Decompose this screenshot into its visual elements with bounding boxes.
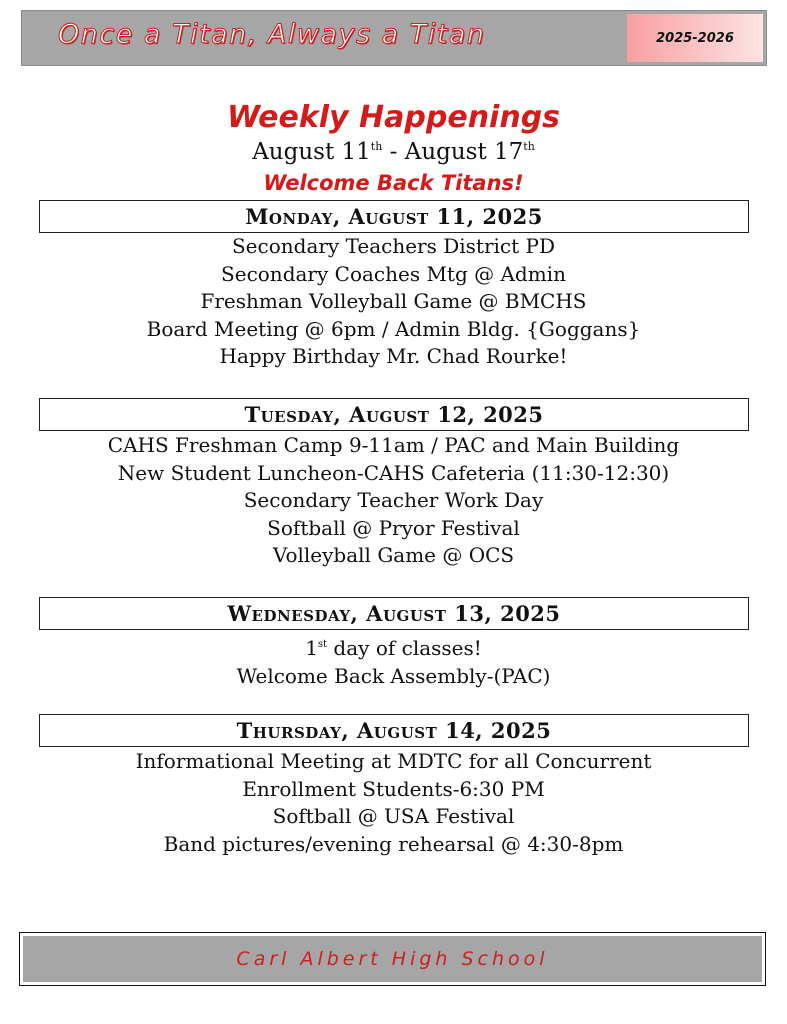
event-item: Band pictures/evening rehearsal @ 4:30-8pm — [163, 831, 624, 856]
date-range — [0, 139, 787, 165]
event-item: Enrollment Students-6:30 PM — [242, 776, 545, 801]
date-range-start-suffix: th — [370, 140, 383, 153]
event-item: CAHS Freshman Camp 9-11am / PAC and Main Building — [107, 433, 680, 457]
page-title: Weekly Happenings — [226, 100, 561, 135]
event-text: day of classes! — [327, 636, 482, 660]
event-item: Secondary Teacher Work Day — [243, 488, 544, 512]
event-item: Board Meeting @ 6pm / Admin Bldg. {Goggans} — [146, 316, 641, 341]
date-range-separator: - — [382, 139, 405, 165]
event-item: Happy Birthday Mr. Chad Rourke! — [219, 344, 568, 368]
events-thursday — [0, 748, 787, 858]
ordinal-number: 1 — [305, 636, 318, 660]
event-item: Welcome Back Assembly-(PAC) — [236, 663, 551, 688]
events-monday — [0, 233, 787, 371]
date-range-end: August 17 — [404, 139, 524, 165]
event-item: Softball @ USA Festival — [272, 804, 515, 828]
events-tuesday — [0, 432, 787, 570]
footer-bar — [19, 932, 766, 986]
event-item: Freshman Volleyball Game @ BMCHS — [200, 289, 587, 313]
header-title: Once a Titan, Always a Titan — [58, 19, 486, 50]
day-header-tuesday: Tuesday, August 12, 2025 — [39, 398, 749, 431]
date-range-start: August 11 — [252, 139, 371, 165]
day-header-thursday: Thursday, August 14, 2025 — [39, 714, 749, 747]
date-range-end-suffix: th — [523, 140, 535, 153]
school-year-badge: 2025-2026 — [627, 14, 763, 62]
event-item: Volleyball Game @ OCS — [272, 543, 515, 567]
ordinal-suffix: st — [317, 639, 328, 650]
event-item: Secondary Coaches Mtg @ Admin — [221, 261, 566, 286]
footer-school-name: Carl Albert High School — [23, 936, 762, 982]
welcome-message: Welcome Back Titans! — [263, 171, 524, 195]
event-item: Informational Meeting at MDTC for all Concurrent — [135, 749, 652, 773]
day-header-monday: Monday, August 11, 2025 — [39, 200, 749, 233]
event-item: Softball @ Pryor Festival — [267, 515, 520, 540]
event-item-first-day — [0, 631, 787, 663]
event-item: New Student Luncheon-CAHS Cafeteria (11:30-12:30) — [117, 460, 670, 485]
day-header-wednesday: Wednesday, August 13, 2025 — [39, 597, 749, 630]
header-bar — [21, 10, 767, 66]
event-item: Secondary Teachers District PD — [231, 234, 556, 258]
events-wednesday — [0, 631, 787, 690]
